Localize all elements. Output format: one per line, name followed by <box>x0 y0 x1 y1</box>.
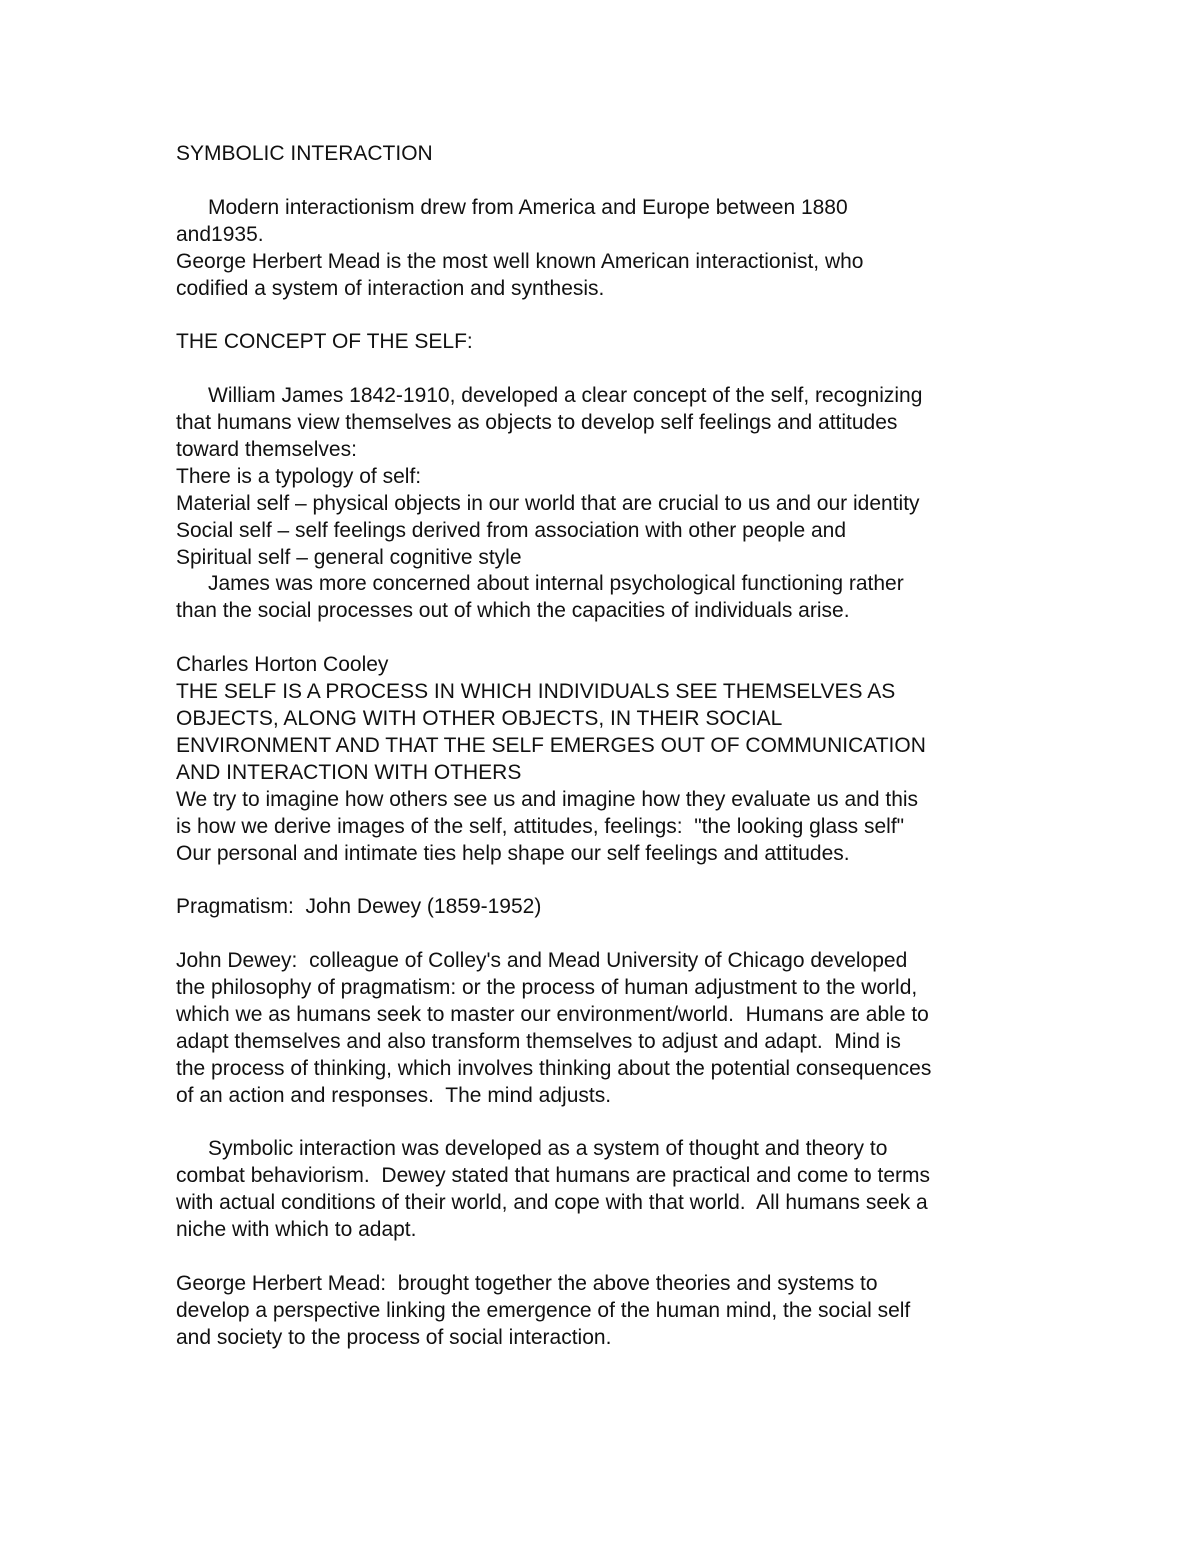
blank-line <box>176 921 1046 948</box>
text-line: the process of thinking, which involves thinking about the potential consequences <box>176 1056 932 1080</box>
text-line: codified a system of interaction and synthesis. <box>176 276 605 300</box>
blank-line <box>176 356 1046 383</box>
mead-paragraph <box>176 1271 1046 1352</box>
text-line: and society to the process of social interaction. <box>176 1325 612 1349</box>
text-line: There is a typology of self: <box>176 464 422 488</box>
text-line: We try to imagine how others see us and imagine how they evaluate us and this <box>176 787 919 811</box>
blank-line <box>176 302 1046 329</box>
text-line: which we as humans seek to master our environment/world. Humans are able to <box>176 1002 929 1026</box>
blank-line <box>176 1110 1046 1137</box>
text-line: ENVIRONMENT AND THAT THE SELF EMERGES OUT OF COMMUNICATION <box>176 733 926 757</box>
text-line: develop a perspective linking the emergence of the human mind, the social self <box>176 1298 911 1322</box>
blank-line <box>176 867 1046 894</box>
symbolic-paragraph <box>176 1136 1046 1244</box>
section-heading-self: THE CONCEPT OF THE SELF: <box>176 330 473 354</box>
text-line: Our personal and intimate ties help shape our self feelings and attitudes. <box>176 841 850 865</box>
text-line: than the social processes out of which the capacities of individuals arise. <box>176 599 850 623</box>
text-line: Symbolic interaction was developed as a system of thought and theory to <box>208 1137 888 1161</box>
dewey-paragraph <box>176 948 1046 1109</box>
text-line: George Herbert Mead is the most well known American interactionist, who <box>176 249 864 273</box>
text-line: the philosophy of pragmatism: or the process of human adjustment to the world, <box>176 976 918 999</box>
text-line: niche with which to adapt. <box>176 1218 417 1242</box>
text-line: Modern interactionism drew from America and Europe between 1880 <box>208 195 848 219</box>
text-line: Spiritual self – general cognitive style <box>176 545 522 569</box>
text-line: John Dewey: colleague of Colley's and Mead University of Chicago developed <box>176 949 908 973</box>
blank-line <box>176 1244 1046 1271</box>
text-line: Material self – physical objects in our world that are crucial to us and our identity <box>176 491 920 515</box>
blank-line <box>176 168 1046 195</box>
section-heading-pragmatism: Pragmatism: John Dewey (1859-1952) <box>176 895 542 919</box>
text-line: OBJECTS, ALONG WITH OTHER OBJECTS, IN THEIR SOCIAL <box>176 706 783 730</box>
text-line: Charles Horton Cooley <box>176 653 389 677</box>
text-line: AND INTERACTION WITH OTHERS <box>176 760 522 784</box>
text-line: toward themselves: <box>176 437 357 461</box>
james-paragraph <box>176 383 1046 625</box>
text-line: is how we derive images of the self, attitudes, feelings: "the looking glass self" <box>176 814 905 838</box>
text-line: of an action and responses. The mind adjusts. <box>176 1083 612 1107</box>
cooley-paragraph <box>176 652 1046 867</box>
text-line: William James 1842-1910, developed a clear concept of the self, recognizing <box>208 384 923 408</box>
text-line: George Herbert Mead: brought together the above theories and systems to <box>176 1271 878 1295</box>
text-line: with actual conditions of their world, and cope with that world. All humans seek a <box>176 1191 928 1215</box>
intro-paragraph <box>176 195 1046 303</box>
text-line: that humans view themselves as objects to develop self feelings and attitudes <box>176 411 898 435</box>
blank-line <box>176 625 1046 652</box>
document-title: SYMBOLIC INTERACTION <box>176 142 433 165</box>
text-line: Social self – self feelings derived from association with other people and <box>176 518 847 542</box>
text-line: adapt themselves and also transform themselves to adjust and adapt. Mind is <box>176 1029 901 1053</box>
text-line: THE SELF IS A PROCESS IN WHICH INDIVIDUALS SEE THEMSELVES AS <box>176 680 896 704</box>
document-page <box>176 141 1046 1352</box>
text-line: combat behaviorism. Dewey stated that humans are practical and come to terms <box>176 1164 931 1188</box>
text-line: James was more concerned about internal psychological functioning rather <box>208 572 904 596</box>
text-line: and1935. <box>176 222 264 246</box>
